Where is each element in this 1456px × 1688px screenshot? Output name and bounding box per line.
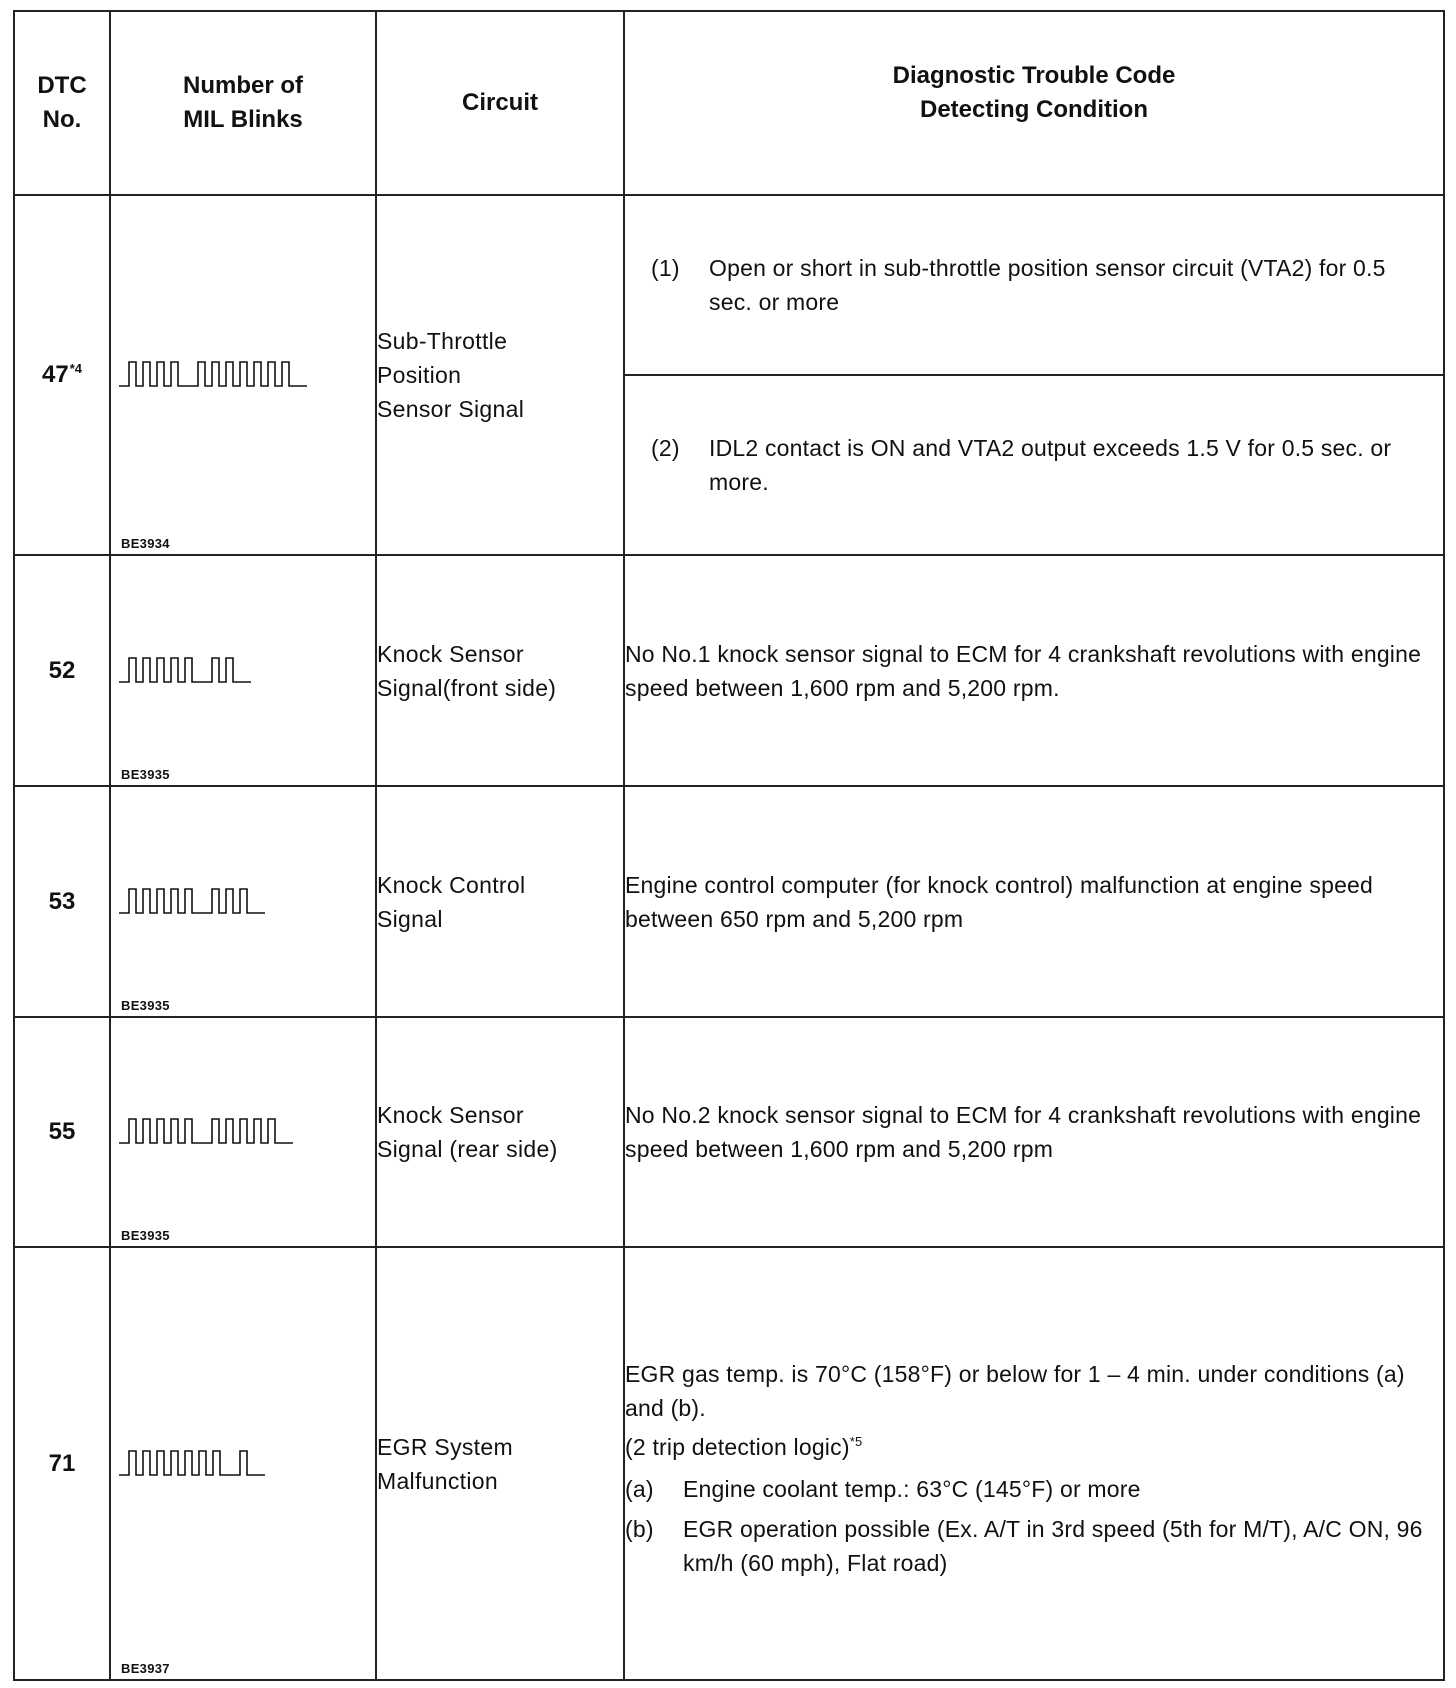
circuit-name: Knock Sensor Signal(front side): [376, 555, 624, 786]
condition-item: (1) Open or short in sub-throttle position sensor circuit (VTA2) for 0.5 sec. or more: [651, 255, 1386, 315]
table-row: [14, 555, 1444, 786]
blink-cell: [110, 195, 376, 555]
table-row: [14, 1247, 1444, 1680]
table-row: [14, 1017, 1444, 1247]
detecting-condition: [624, 1247, 1444, 1680]
circuit-name: Knock Sensor Signal (rear side): [376, 1017, 624, 1247]
table-row: [14, 786, 1444, 1017]
header-circuit: Circuit: [376, 11, 624, 195]
blink-pattern-waveform: [119, 1115, 371, 1149]
condition-footnote: *5: [849, 1434, 863, 1449]
blink-pulse-line: [119, 1451, 265, 1475]
blink-cell: [110, 1247, 376, 1680]
dtc-table: [13, 10, 1445, 1681]
dtc-code: 53: [14, 786, 110, 1017]
blink-pattern-waveform: [119, 654, 371, 688]
dtc-code: 47$^{*4}$: [14, 195, 110, 555]
condition-item: (b) EGR operation possible (Ex. A/T in 3rd speed (5th for M/T), A/C ON, 96 km/h (60 mph), Flat road): [625, 1516, 1423, 1576]
dtc-code: 71: [14, 1247, 110, 1680]
header-condition: Diagnostic Trouble Code Detecting Condition: [624, 11, 1444, 195]
blink-pulse-line: [119, 1119, 293, 1143]
condition-item: (a) Engine coolant temp.: 63°C (145°F) or more: [625, 1476, 1141, 1502]
condition-logic: (2 trip detection logic)$^{*5}$: [625, 1434, 863, 1460]
table-row: [14, 195, 1444, 555]
header-dtc-no: DTC No.: [14, 11, 110, 195]
blink-cell: [110, 786, 376, 1017]
blink-pattern-waveform: [119, 885, 371, 919]
detecting-condition: No No.1 knock sensor signal to ECM for 4 crankshaft revolutions with engine speed between 1,600 rpm and 5,200 rpm.: [624, 555, 1444, 786]
blink-pattern-waveform: [119, 1447, 371, 1481]
dtc-code: 52: [14, 555, 110, 786]
figure-code: BE3937: [121, 1661, 170, 1676]
figure-code: BE3935: [121, 998, 170, 1013]
blink-cell: [110, 555, 376, 786]
dtc-code: 55: [14, 1017, 110, 1247]
circuit-name: EGR System Malfunction: [376, 1247, 624, 1680]
figure-code: BE3934: [121, 536, 170, 551]
condition-intro: EGR gas temp. is 70°C (158°F) or below for 1 – 4 min. under conditions (a) and (b).: [625, 1361, 1405, 1421]
blink-pattern-waveform: [119, 358, 371, 392]
condition-item: (2) IDL2 contact is ON and VTA2 output exceeds 1.5 V for 0.5 sec. or more.: [625, 374, 1443, 554]
figure-code: BE3935: [121, 767, 170, 782]
dtc-footnote: *4: [69, 361, 82, 376]
header-row: [14, 11, 1444, 195]
detecting-condition: [624, 195, 1444, 555]
header-mil-blinks: Number of MIL Blinks: [110, 11, 376, 195]
blink-cell: [110, 1017, 376, 1247]
circuit-name: Knock Control Signal: [376, 786, 624, 1017]
circuit-name: Sub-Throttle Position Sensor Signal: [376, 195, 624, 555]
detecting-condition: Engine control computer (for knock control) malfunction at engine speed between 650 rpm and 5,200 rpm: [624, 786, 1444, 1017]
blink-pulse-line: [119, 362, 307, 386]
blink-pulse-line: [119, 658, 251, 682]
figure-code: BE3935: [121, 1228, 170, 1243]
blink-pulse-line: [119, 889, 265, 913]
detecting-condition: No No.2 knock sensor signal to ECM for 4 crankshaft revolutions with engine speed between 1,600 rpm and 5,200 rpm: [624, 1017, 1444, 1247]
